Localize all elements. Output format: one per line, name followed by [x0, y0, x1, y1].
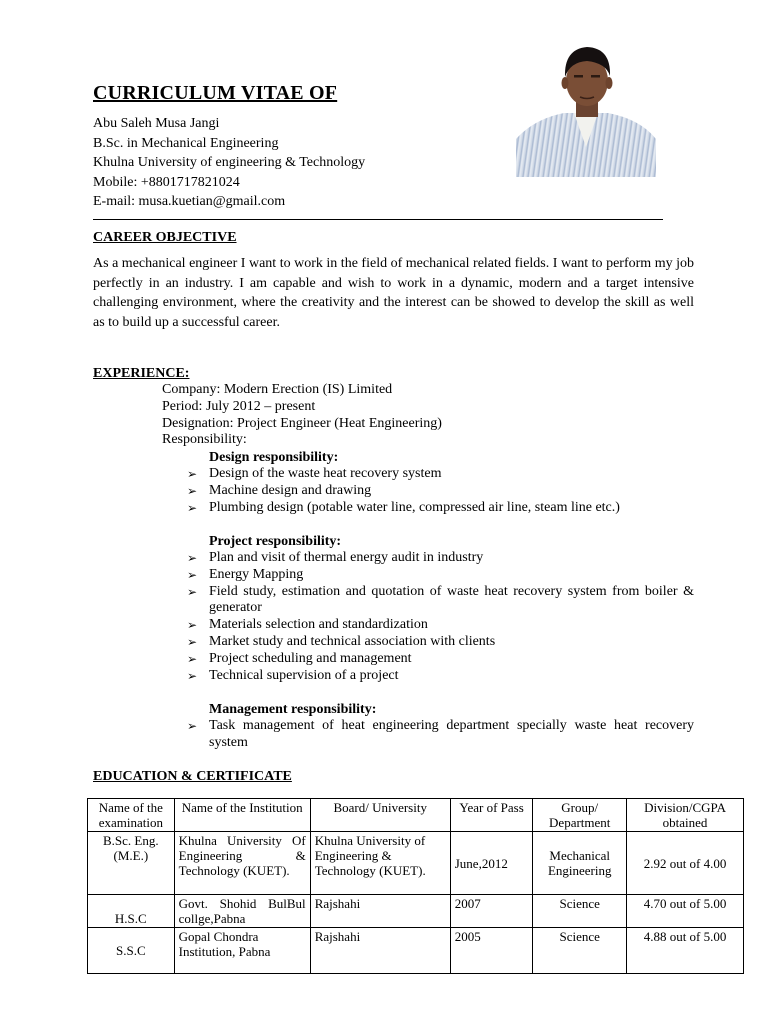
cell-division: 4.70 out of 5.00 [627, 895, 744, 928]
design-responsibility-list [187, 466, 694, 516]
cell-group: Science [533, 895, 627, 928]
table-row [88, 832, 744, 895]
career-objective-heading: CAREER OBJECTIVE [93, 230, 237, 245]
list-item-text: Technical supervision of a project [209, 667, 399, 683]
list-item-text: Task management of heat engineering department specially waste heat recovery system [209, 718, 694, 750]
education-table [87, 798, 744, 974]
project-responsibility-list [187, 550, 694, 684]
arrow-bullet-icon: ➢ [187, 719, 198, 733]
list-item [187, 550, 694, 567]
experience-responsibility-label: Responsibility: [162, 432, 247, 448]
list-item [187, 668, 694, 685]
cell-exam: S.S.C [88, 928, 175, 974]
list-item-text: Plumbing design (potable water line, compressed air line, steam line etc.) [209, 499, 620, 515]
list-item [187, 718, 694, 752]
cell-year: 2007 [450, 895, 533, 928]
list-item-text: Market study and technical association with clients [209, 633, 496, 649]
list-item-text: Field study, estimation and quotation of waste heat recovery system from boiler & generator [209, 583, 694, 616]
table-row [88, 928, 744, 974]
header-group: Group/ Department [533, 799, 627, 832]
contact-block [93, 114, 365, 212]
contact-degree: B.Sc. in Mechanical Engineering [93, 135, 279, 151]
education-heading: EDUCATION & CERTIFICATE [93, 769, 292, 784]
cell-board: Khulna University of Engineering & Technology (KUET). [310, 832, 450, 895]
header-division: Division/CGPA obtained [627, 799, 744, 832]
arrow-bullet-icon: ➢ [187, 500, 198, 515]
cell-division: 2.92 out of 4.00 [627, 832, 744, 895]
list-item-text: Project scheduling and management [209, 650, 412, 666]
cv-title: CURRICULUM VITAE OF [93, 82, 338, 104]
cell-institution: Khulna University Of Engineering & Technology (KUET). [174, 832, 310, 895]
experience-company: Company: Modern Erection (IS) Limited [162, 382, 393, 397]
cell-division: 4.88 out of 5.00 [627, 928, 744, 974]
list-item [187, 634, 694, 651]
contact-email: E-mail: musa.kuetian@gmail.com [93, 194, 286, 209]
list-item [187, 483, 694, 500]
table-row [88, 895, 744, 928]
career-objective-text: As a mechanical engineer I want to work in the field of mechanical related fields. I want to perform my job perfectly in an industry. I am capable and wish to work in a dynamic, modern and a target intensive challenging environment, where the creativity and the interest can be showed to develop the skill as well as to build up a successful career. [93, 256, 694, 330]
header-exam: Name of the examination [88, 799, 175, 832]
list-item-text: Machine design and drawing [209, 482, 372, 498]
table-header-row [88, 799, 744, 832]
project-responsibility-heading: Project responsibility: [209, 534, 342, 549]
cell-group: Science [533, 928, 627, 974]
experience-designation: Designation: Project Engineer (Heat Engineering) [162, 415, 442, 431]
cell-year: 2005 [450, 928, 533, 974]
arrow-bullet-icon: ➢ [187, 483, 198, 498]
arrow-bullet-icon: ➢ [187, 618, 198, 633]
contact-name: Abu Saleh Musa Jangi [93, 116, 220, 131]
list-item-text: Energy Mapping [209, 566, 304, 582]
experience-heading: EXPERIENCE: [93, 366, 190, 381]
arrow-bullet-icon: ➢ [187, 668, 198, 683]
header-institution: Name of the Institution [174, 799, 310, 832]
list-item [187, 466, 694, 483]
cell-institution: Gopal Chondra Institution, Pabna [174, 928, 310, 974]
list-item-text: Plan and visit of thermal energy audit in industry [209, 550, 484, 565]
experience-period: Period: July 2012 – present [162, 398, 316, 414]
list-item-text: Design of the waste heat recovery system [209, 466, 442, 481]
design-responsibility-heading: Design responsibility: [209, 450, 339, 465]
cell-exam: B.Sc. Eng. (M.E.) [88, 832, 175, 895]
header-board: Board/ University [310, 799, 450, 832]
experience-info [162, 382, 442, 449]
cell-group: Mechanical Engineering [533, 832, 627, 895]
contact-university: Khulna University of engineering & Technology [93, 155, 366, 170]
list-item [187, 651, 694, 668]
list-item [187, 500, 694, 517]
header-divider [93, 219, 663, 220]
list-item [187, 617, 694, 634]
arrow-bullet-icon: ➢ [187, 567, 198, 582]
cell-board: Rajshahi [310, 928, 450, 974]
list-item [187, 567, 694, 584]
header-year: Year of Pass [450, 799, 533, 832]
contact-mobile: Mobile: +8801717821024 [93, 174, 240, 190]
management-responsibility-heading: Management responsibility: [209, 702, 377, 717]
arrow-bullet-icon: ➢ [187, 467, 198, 481]
arrow-bullet-icon: ➢ [187, 584, 198, 599]
list-item [187, 584, 694, 618]
management-responsibility-list [187, 718, 694, 752]
cell-year: June,2012 [450, 832, 533, 895]
arrow-bullet-icon: ➢ [187, 634, 198, 649]
cell-exam: H.S.C [88, 895, 175, 928]
cell-board: Rajshahi [310, 895, 450, 928]
profile-photo [516, 43, 656, 177]
cell-institution: Govt. Shohid BulBul collge,Pabna [174, 895, 310, 928]
arrow-bullet-icon: ➢ [187, 551, 198, 565]
list-item-text: Materials selection and standardization [209, 617, 428, 633]
arrow-bullet-icon: ➢ [187, 651, 198, 666]
